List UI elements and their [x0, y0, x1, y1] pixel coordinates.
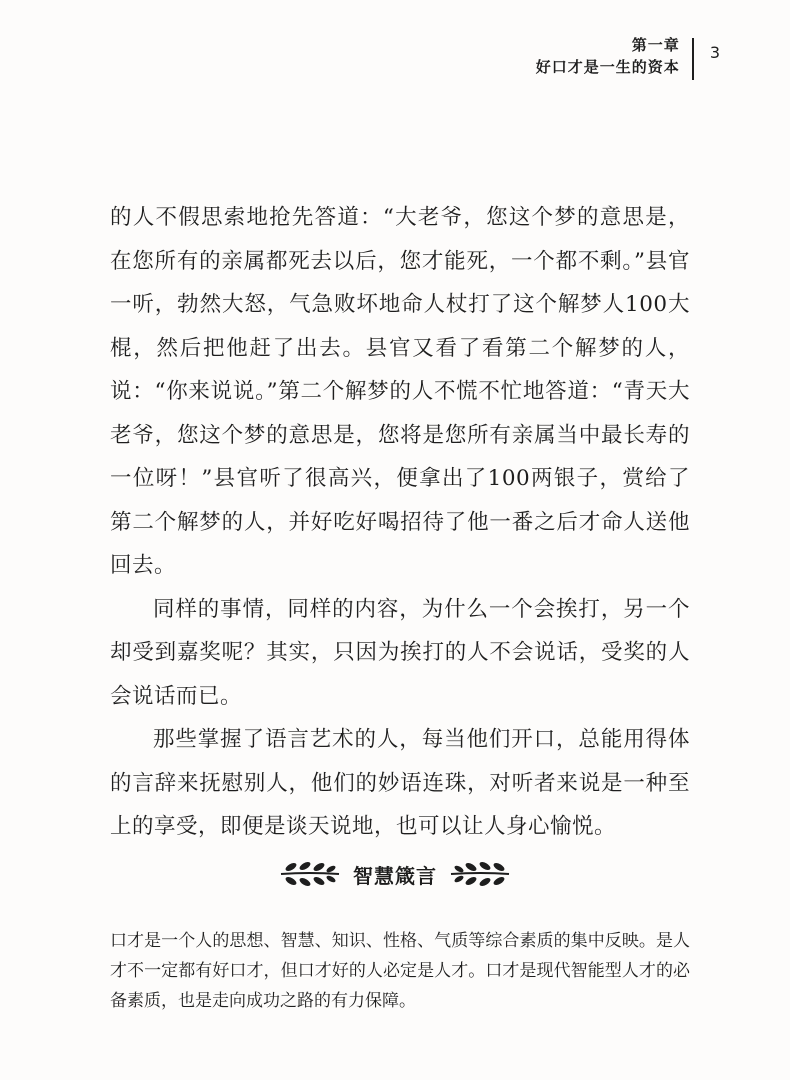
- running-header: [536, 34, 720, 80]
- wisdom-title: 智慧箴言: [353, 863, 437, 888]
- laurel-left-icon: [279, 858, 341, 890]
- wisdom-heading: [0, 858, 790, 890]
- header-text: [536, 34, 692, 80]
- laurel-right-icon: [449, 858, 511, 890]
- body-text: [110, 196, 690, 849]
- body-paragraph-1: 的人不假思索地抢先答道：“大老爷，您这个梦的意思是，在您所有的亲属都死去以后，您才能死，一个都不剩。”县官一听，勃然大怒，气急败坏地命人杖打了这个解梦人100大棍，然后把他赶了出去。县官又看了看第二个解梦的人，说：“你来说说。”第二个解梦的人不慌不忙地答道：“青天大老爷，您这个梦的意思是，您将是您所有亲属当中最长寿的一位呀！”县官听了很高兴，便拿出了100两银子，赏给了第二个解梦的人，并好吃好喝招待了他一番之后才命人送他回去。: [110, 205, 690, 578]
- chapter-title: 好口才是一生的资本: [535, 58, 680, 76]
- wisdom-paragraph: 口才是一个人的思想、智慧、知识、性格、气质等综合素质的集中反映。是人才不一定都有好口才，但口才好的人必定是人才。口才是现代智能型人才的必备素质，也是走向成功之路的有力保障。: [110, 931, 690, 1011]
- header-divider: [692, 38, 694, 80]
- chapter-label: 第一章: [631, 36, 680, 54]
- body-paragraph-3: 那些掌握了语言艺术的人，每当他们开口，总能用得体的言辞来抚慰别人，他们的妙语连珠，对听者来说是一种至上的享受，即便是谈天说地，也可以让人身心愉悦。: [110, 727, 690, 839]
- wisdom-box: [110, 926, 690, 1016]
- body-paragraph-2: 同样的事情，同样的内容，为什么一个会挨打，另一个却受到嘉奖呢？其实，只因为挨打的人不会说话，受奖的人会说话而已。: [110, 596, 690, 709]
- page-number: 3: [709, 43, 720, 62]
